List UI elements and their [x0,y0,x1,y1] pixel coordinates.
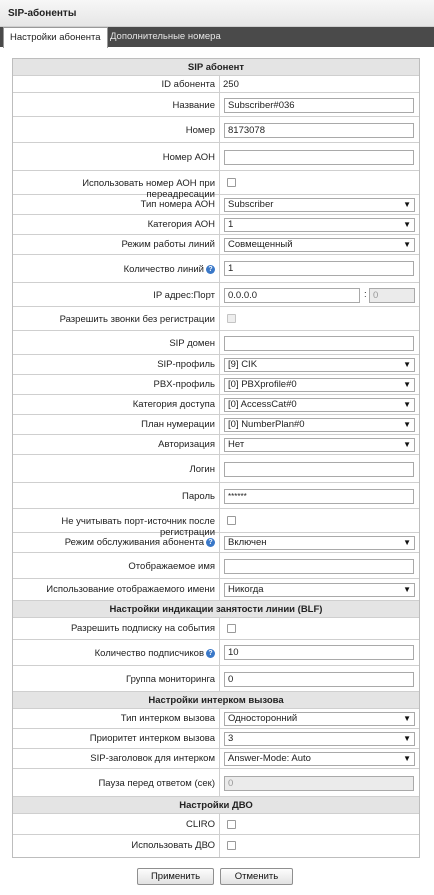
label-aon-category: Категория АОН [147,219,215,230]
row-subscriber-count [13,640,419,666]
pbx-profile-select[interactable] [224,378,415,392]
row-name [13,93,419,117]
label-subscriber-count: Количество подписчиков [94,648,204,659]
window-titlebar [0,0,434,27]
row-use-dvo [13,835,419,857]
aon-category-value: 1 [228,219,234,230]
label-number: Номер [185,125,215,136]
row-line-mode [13,235,419,255]
row-access-cat [13,395,419,415]
intercom-type-value: Односторонний [228,713,298,724]
name-input[interactable]: Subscriber#036 [224,98,414,113]
chevron-down-icon: ▼ [403,380,411,389]
tab-bar [0,27,434,47]
label-ip-port: IP адрес:Порт [153,290,215,301]
cancel-button[interactable]: Отменить [220,868,293,885]
label-line-count: Количество линий [123,264,204,275]
section-title-blf: Настройки индикации занятости линии (BLF) [109,604,323,615]
label-sip-domain: SIP домен [169,338,215,349]
row-display-name-usage [13,579,419,601]
access-cat-select[interactable] [224,398,415,412]
label-authorization: Авторизация [158,439,215,450]
authorization-value: Нет [228,439,245,450]
line-mode-value: Совмещенный [228,239,293,250]
row-login [13,455,419,483]
label-access-cat: Категория доступа [132,399,215,410]
row-number [13,117,419,143]
row-subscriber-id [13,76,419,93]
subscriber-count-input[interactable]: 10 [224,645,414,660]
numbering-plan-value: [0] NumberPlan#0 [228,419,305,430]
section-title-sip: SIP абонент [187,62,245,73]
number-input[interactable]: 8173078 [224,123,414,138]
display-name-input[interactable] [224,559,414,574]
line-count-input[interactable]: 1 [224,261,414,276]
apply-button[interactable]: Применить [137,868,214,885]
help-icon[interactable]: ? [206,538,215,547]
label-pbx-profile: PBX-профиль [153,379,215,390]
label-subscriber-id: ID абонента [161,79,215,90]
intercom-type-select[interactable] [224,712,415,726]
authorization-select[interactable] [224,438,415,452]
section-header-intercom [13,692,419,709]
label-login: Логин [189,464,215,475]
service-mode-select[interactable] [224,536,415,550]
intercom-priority-select[interactable] [224,732,415,746]
row-answer-pause [13,769,419,797]
chevron-down-icon: ▼ [403,440,411,449]
service-mode-value: Включен [228,537,267,548]
display-name-usage-value: Никогда [228,584,264,595]
display-name-usage-select[interactable] [224,583,415,597]
chevron-down-icon: ▼ [403,200,411,209]
row-allow-no-reg [13,307,419,331]
label-display-name-usage: Использование отображаемого имени [46,584,215,595]
tab-additional-numbers[interactable]: Дополнительные номера [110,31,221,42]
window-title: SIP-абоненты [8,8,77,19]
label-use-dvo: Использовать ДВО [131,840,215,851]
line-mode-select[interactable] [224,238,415,252]
label-intercom-type: Тип интерком вызова [120,713,215,724]
aon-category-select[interactable] [224,218,415,232]
password-input[interactable]: ****** [224,489,414,504]
label-ignore-src-port: Не учитывать порт-источник после регистрации [61,516,215,538]
label-allow-no-reg: Разрешить звонки без регистрации [59,314,215,325]
ignore-src-port-checkbox[interactable] [227,516,236,525]
label-aon-type: Тип номера АОН [140,199,215,210]
sip-profile-select[interactable] [224,358,415,372]
row-intercom-type [13,709,419,729]
settings-form [12,58,420,858]
row-password [13,483,419,509]
help-icon[interactable]: ? [206,649,215,658]
aon-number-input[interactable] [224,150,414,165]
numbering-plan-select[interactable] [224,418,415,432]
intercom-priority-value: 3 [228,733,234,744]
row-use-aon-redirect [13,171,419,200]
chevron-down-icon: ▼ [403,754,411,763]
row-intercom-priority [13,729,419,749]
row-line-count [13,255,419,283]
chevron-down-icon: ▼ [403,360,411,369]
section-header-blf [13,601,419,618]
login-input[interactable] [224,462,414,477]
chevron-down-icon: ▼ [403,240,411,249]
sip-header-value: Answer-Mode: Auto [228,753,311,764]
aon-type-select[interactable] [224,198,415,212]
section-title-dvo: Настройки ДВО [179,800,253,811]
cliro-checkbox[interactable] [227,820,236,829]
section-header-dvo [13,797,419,814]
chevron-down-icon: ▼ [403,734,411,743]
subscriber-id-value: 250 [223,79,239,90]
row-allow-subscribe [13,618,419,640]
label-password: Пароль [182,491,215,502]
label-allow-subscribe: Разрешить подписку на события [71,623,215,634]
monitoring-group-input[interactable]: 0 [224,672,414,687]
port-input[interactable]: 0 [369,288,415,303]
row-ignore-src-port [13,509,419,538]
row-sip-profile [13,355,419,375]
row-pbx-profile [13,375,419,395]
section-header-sip [13,59,419,76]
chevron-down-icon: ▼ [403,400,411,409]
allow-subscribe-checkbox[interactable] [227,624,236,633]
row-numbering-plan [13,415,419,435]
chevron-down-icon: ▼ [403,420,411,429]
row-sip-header [13,749,419,769]
sip-domain-input[interactable] [224,336,414,351]
chevron-down-icon: ▼ [403,220,411,229]
label-use-aon-redirect: Использовать номер АОН при переадресации [82,178,215,200]
chevron-down-icon: ▼ [403,538,411,547]
row-sip-domain [13,331,419,355]
label-sip-header: SIP-заголовок для интерком [90,753,215,764]
row-ip-port [13,283,419,307]
row-cliro [13,814,419,835]
row-authorization [13,435,419,455]
label-numbering-plan: План нумерации [141,419,215,430]
answer-pause-input[interactable]: 0 [224,776,414,791]
row-aon-type [13,195,419,215]
aon-type-value: Subscriber [228,199,274,210]
use-aon-redirect-checkbox[interactable] [227,178,236,187]
sip-profile-value: [9] CIK [228,359,258,370]
help-icon[interactable]: ? [206,265,215,274]
label-cliro: CLIRO [185,819,215,830]
row-aon-category [13,215,419,235]
label-monitoring-group: Группа мониторинга [125,674,215,685]
tab-subscriber-settings[interactable]: Настройки абонента [3,27,108,48]
section-title-intercom: Настройки интерком вызова [148,695,284,706]
chevron-down-icon: ▼ [403,585,411,594]
sip-header-select[interactable] [224,752,415,766]
label-intercom-priority: Приоритет интерком вызова [89,733,215,744]
access-cat-value: [0] AccessCat#0 [228,399,297,410]
ip-address-input[interactable]: 0.0.0.0 [224,288,360,303]
label-answer-pause: Пауза перед ответом (сек) [98,778,215,789]
row-aon-number [13,143,419,171]
allow-no-reg-checkbox[interactable] [227,314,236,323]
row-display-name [13,553,419,579]
row-service-mode [13,533,419,553]
use-dvo-checkbox[interactable] [227,841,236,850]
row-monitoring-group [13,666,419,692]
label-display-name: Отображаемое имя [128,561,215,572]
pbx-profile-value: [0] PBXprofile#0 [228,379,297,390]
label-aon-number: Номер АОН [162,152,215,163]
label-service-mode: Режим обслуживания абонента [64,537,204,548]
label-name: Название [172,100,215,111]
label-sip-profile: SIP-профиль [157,359,215,370]
ip-port-separator: : [364,289,367,300]
label-line-mode: Режим работы линий [121,239,215,250]
chevron-down-icon: ▼ [403,714,411,723]
